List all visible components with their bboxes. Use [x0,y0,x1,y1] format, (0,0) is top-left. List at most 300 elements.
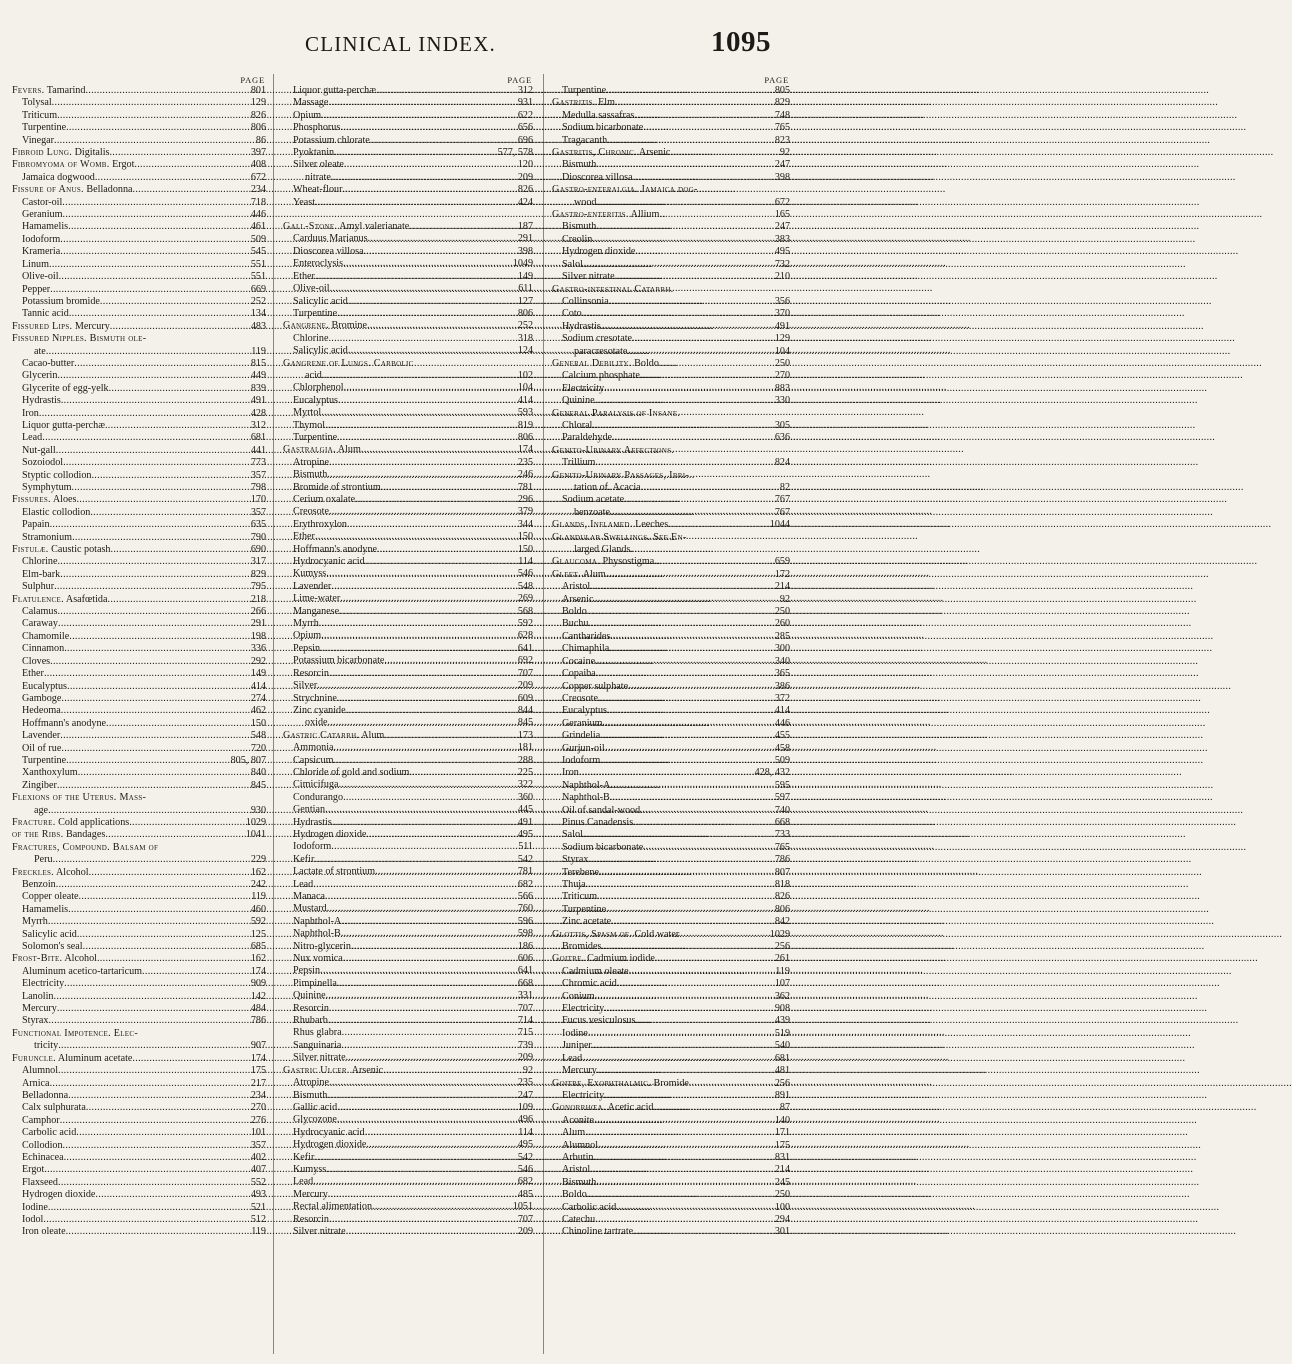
entry-text: Gangrene. Bromine [283,320,367,332]
entry-text: Turpentine [22,122,67,134]
entry-text: Paraldehyde [562,432,613,444]
entry-text: Capsicum [293,754,334,766]
leader-dots [635,1015,774,1027]
page-ref: 883 [774,382,790,394]
leader-dots [368,233,518,245]
entry-text: Lanolin [22,990,54,1002]
index-entry [12,159,266,171]
page-ref: 235 [517,456,533,468]
entry-text: Pepper [22,283,51,295]
page-ref: 568 [517,605,533,617]
index-entry [12,594,266,606]
leader-dots [590,581,775,593]
page-ref: 930 [250,804,266,816]
index-entry [283,916,533,928]
page-ref: 790 [250,531,266,543]
leader-dots [91,470,250,482]
page-ref: 119 [251,345,266,357]
entry-text: Copaiba [562,668,596,680]
entry-text: Sodium bicarbonate [562,841,644,853]
index-entry [12,618,266,630]
index-entry [283,1077,533,1089]
entry-text: benzoate [574,506,610,518]
entry-text: wood [574,196,597,208]
index-entry [283,233,533,245]
entry-text: Potassium bicarbonate [293,655,385,667]
entry-text: Ether [293,270,315,282]
index-entry [552,209,790,221]
index-entry [283,1176,533,1188]
index-entry [283,717,533,729]
entry-text: Juniper [562,1040,592,1052]
entry-text: Hydrocyanic acid [293,556,365,568]
page-ref: 209 [517,171,533,183]
page-ref: 217 [250,1077,266,1089]
leader-dots [339,606,518,618]
page-ref: 495 [774,246,790,258]
leader-dots [596,221,774,233]
page-ref: 1029 [769,928,790,940]
leader-dots [595,395,775,407]
page-ref: 360 [517,791,533,803]
leader-dots [343,792,518,804]
page-ref: 767 [774,494,790,506]
entry-text: ate [34,345,46,357]
leader-dots [337,978,518,990]
leader-dots [346,1226,518,1238]
page-ref: 322 [517,779,533,791]
leader-dots [315,197,518,209]
leader-dots [100,296,251,308]
index-entry [552,1226,790,1238]
index-entry [12,842,266,854]
page-ref: 260 [774,618,790,630]
page-ref: 383 [774,233,790,245]
entry-text: Freckles. Alcohol [12,866,89,878]
leader-dots [110,321,251,333]
leader-dots [50,656,251,668]
index-entry [283,866,533,878]
leader-dots [133,184,251,196]
index-entry [552,519,790,531]
entry-text: Gurjun-oil [562,742,605,754]
index-entry [283,197,533,209]
entry-text: Arbutin [562,1151,594,1163]
leader-dots [409,767,517,779]
index-entry [552,743,790,755]
index-entry [283,283,533,295]
index-entry [552,1152,790,1164]
leader-dots [365,1127,519,1139]
page-ref: 496 [517,1114,533,1126]
page-ref: 209 [517,680,533,692]
leader-dots [331,172,518,184]
leader-dots [659,209,774,221]
page-ref: 681 [774,1052,790,1064]
entry-text: General Debility. Boldo [552,357,659,369]
page-ref: 681 [250,432,266,444]
index-entry [12,470,266,482]
entry-text: Pepsin [293,642,321,654]
entry-text: Phosphorus [293,122,341,134]
entry-text: Bismuth [562,159,597,171]
index-column-1 [12,74,266,1239]
leader-dots [340,593,518,605]
entry-text: Gastric Ulcer. Arsenic [283,1064,384,1076]
leader-dots [587,1189,775,1201]
leader-dots [89,867,251,879]
entry-text: Aconite [562,1114,595,1126]
leader-dots [72,532,251,544]
index-entry [12,755,266,767]
leader-dots [314,1152,517,1164]
index-entry [283,767,533,779]
leader-dots [48,805,251,817]
entry-text: Geranium [562,717,603,729]
page-ref: 134 [250,308,266,320]
index-entry [12,122,266,134]
entry-text: Lime-water [293,593,341,605]
entry-text: Gleet. Alum [552,568,606,580]
leader-dots [627,346,774,358]
leader-dots [77,929,251,941]
page-ref: 449 [250,370,266,382]
page-ref: 460 [250,903,266,915]
leader-dots [633,1226,775,1238]
index-entry [12,97,266,109]
index-entry [552,296,790,308]
entry-text: Liquor gutta-perchæ [293,85,376,96]
index-entry [283,1090,533,1102]
entry-text: Chamomile [22,630,70,642]
page-ref: 685 [250,941,266,953]
index-entry [283,358,533,370]
entry-text: Ammonia [293,742,334,754]
page-ref: 235 [517,1077,533,1089]
entry-text: Sodium cresotate [562,333,633,345]
page-ref: 839 [250,382,266,394]
leader-dots [319,618,518,630]
leader-dots [332,817,518,829]
index-entry [552,693,790,705]
leader-dots [44,668,251,680]
page-ref: 707 [517,667,533,679]
index-entry [12,817,266,829]
page-ref: 439 [774,1015,790,1027]
page-ref: 509 [774,754,790,766]
page-ref: 370 [774,308,790,320]
page-ref: 414 [774,705,790,717]
leader-dots [633,172,775,184]
page-ref: 491 [250,395,266,407]
index-entry [12,879,266,891]
page-ref: 181 [517,742,533,754]
leader-dots [604,1003,775,1015]
page-ref: 127 [517,295,533,307]
index-entry [12,556,266,568]
index-entry [283,432,533,444]
leader-dots [361,444,518,456]
index-entry [283,693,533,705]
page-ref: 276 [250,1114,266,1126]
index-entry [12,867,266,879]
entry-text: Copper oleate [22,891,79,903]
entry-text: Gastritis. Elm [552,97,615,109]
leader-dots [44,1164,251,1176]
index-entry [283,1052,533,1064]
entry-text: Hamamelis [22,221,69,233]
page-ref: 174 [250,1052,266,1064]
index-entry [552,284,790,296]
leader-dots [320,643,518,655]
entry-text: Krameria [22,246,61,258]
leader-dots [588,618,774,630]
index-entry [12,184,266,196]
index-entry [283,85,533,97]
leader-dots [142,966,251,978]
leader-dots [321,110,518,122]
entry-text: Gentian [293,804,326,816]
leader-dots [594,1115,775,1127]
entry-text: Fissure of Anus. Belladonna [12,184,133,196]
page-ref: 840 [250,767,266,779]
index-entry [12,234,266,246]
leader-dots [606,904,775,916]
page-ref: 806 [774,903,790,915]
index-entry [283,965,533,977]
index-entry [552,755,790,767]
index-entry [12,1164,266,1176]
index-entry [552,618,790,630]
index-entry [552,594,790,606]
index-entry [552,978,790,990]
leader-dots [329,1214,518,1226]
entry-text: Zingiber [22,779,57,791]
page-ref: 210 [774,271,790,283]
index-entry [552,656,790,668]
entry-text: Carbolic acid [22,1127,77,1139]
page-ref: 715 [517,1027,533,1039]
page-ref: 495 [517,1139,533,1151]
index-entry [552,1214,790,1226]
page-ref: 250 [774,1189,790,1201]
leader-dots [48,916,251,928]
leader-dots [313,1176,518,1188]
index-entry [552,767,790,779]
index-entry [283,556,533,568]
index-entry [552,445,790,457]
page-ref: 641 [517,965,533,977]
entry-text: Vinegar [22,134,55,146]
leader-dots [106,718,251,730]
entry-text: Echinacea [22,1151,64,1163]
page-ref: 826 [517,184,533,196]
page-column-label: PAGE [507,75,532,85]
index-entry [283,1102,533,1114]
entry-text: Glandular Swellings. See En- [552,531,687,543]
index-entry [12,854,266,866]
entry-text: Alumnol [562,1139,599,1151]
page-ref: 1049 [512,258,533,270]
index-entry [283,506,533,518]
index-column-2 [283,74,533,1238]
page-ref: 491 [774,320,790,332]
index-entry [552,333,790,345]
leader-dots [66,1226,252,1238]
leader-dots [600,755,775,767]
page-ref: 548 [250,730,266,742]
entry-text: Conium [562,990,595,1002]
entry-text: Boldo [562,606,587,618]
entry-text: Kefir [293,853,315,865]
index-entry [12,221,266,233]
index-entry [12,941,266,953]
page-ref: 104 [774,345,790,357]
entry-text: Genito-Urinary Passages, Irri- [552,469,690,481]
page-ref: 301 [774,1226,790,1238]
entry-text: Xanthoxylum [22,767,78,779]
page-ref: 823 [774,134,790,146]
leader-dots [611,916,775,928]
entry-text: Atropine [293,1077,329,1089]
index-entry [283,779,533,791]
page-ref: 357 [250,1139,266,1151]
leader-dots [74,358,251,370]
index-entry [552,221,790,233]
page-ref: 765 [774,122,790,134]
page-ref: 622 [517,109,533,121]
page-ref: 294 [774,1213,790,1225]
entry-text: Sodium acetate [562,494,625,506]
entry-text: Bromide of strontium [293,481,381,493]
index-entry [552,829,790,841]
page-ref: 795 [250,581,266,593]
entry-text: Iodol [22,1213,44,1225]
leader-dots [321,630,518,642]
leader-dots [606,85,775,97]
page-ref: 577, 578 [497,147,533,159]
page-ref: 175 [774,1139,790,1151]
leader-dots [329,506,518,518]
leader-dots [586,879,775,891]
index-entry [552,122,790,134]
page-ref: 270 [250,1102,266,1114]
index-entry [283,395,533,407]
index-entry [12,581,266,593]
leader-dots [39,408,251,420]
index-entry [283,1164,533,1176]
entry-text: Copper sulphate [562,680,629,692]
entry-text: Chromic acid [562,978,617,990]
entry-text: Lavender [293,580,332,592]
entry-text: Electricity [562,1003,605,1015]
index-entry [283,829,533,841]
index-entry [12,1065,266,1077]
index-entry [283,854,533,866]
leader-dots [313,879,518,891]
page-ref: 129 [774,333,790,345]
leader-dots [339,779,518,791]
leader-dots [628,681,775,693]
page-ref: 692 [517,655,533,667]
index-entry [12,904,266,916]
entry-text: Peru [34,854,53,866]
leader-dots [53,854,251,866]
page-ref: 805, 807 [230,754,266,766]
leader-dots [607,705,775,717]
index-entry [552,1189,790,1201]
leader-dots [381,482,518,494]
entry-text: Castor-oil [22,196,63,208]
index-entry [552,879,790,891]
page-ref: 214 [774,581,790,593]
index-entry [283,1027,533,1039]
page-ref: 165 [774,209,790,221]
entry-text: Silver nitrate [293,1052,346,1064]
index-entry [552,569,790,581]
entry-text: Aristol [562,1164,591,1176]
index-entry [552,929,790,941]
leader-dots [50,519,251,531]
page-ref: 628 [517,630,533,642]
page-ref: 187 [517,221,533,233]
leader-dots [337,1114,518,1126]
leader-dots [90,507,250,519]
index-entry [283,755,533,767]
index-entry [12,656,266,668]
page-ref: 1041 [245,829,266,841]
index-entry [12,891,266,903]
leader-dots [327,1090,517,1102]
entry-text: Hydrogen dioxide [562,246,636,258]
leader-dots [50,1078,251,1090]
index-entry [283,953,533,965]
entry-text: Glands, Inflamed. Leeches [552,519,669,531]
page-ref: 739 [517,1039,533,1051]
index-entry [552,941,790,953]
entry-text: Glaucoma. Physostigma [552,556,655,568]
index-entry [12,1003,266,1015]
leader-dots [320,965,518,977]
leader-dots [326,1164,518,1176]
leader-dots [58,1040,251,1052]
page-ref: 344 [517,518,533,530]
leader-dots [594,594,780,606]
page-ref: 611 [518,283,533,295]
entry-text: Ether [293,531,315,543]
page-ref: 909 [250,978,266,990]
page-ref: 636 [774,432,790,444]
leader-dots [111,544,251,556]
index-entry [552,482,790,494]
page-ref: 296 [517,494,533,505]
page-ref: 209 [517,1052,533,1064]
leader-dots [679,929,770,941]
page-ref: 92 [522,1064,533,1076]
leader-dots [60,246,251,258]
index-entry [12,693,266,705]
page-ref: 720 [250,742,266,754]
page-ref: 331 [517,990,533,1002]
page-ref: 718 [250,196,266,208]
index-entries [283,85,533,1238]
entry-text: Iron [22,407,39,419]
page-ref: 428, 432 [754,767,790,779]
entry-text: Fissured Nipples. Bismuth ole- [12,333,147,345]
leader-dots [76,1127,251,1139]
entry-text: Linum [22,258,49,270]
page-ref: 597 [774,792,790,804]
